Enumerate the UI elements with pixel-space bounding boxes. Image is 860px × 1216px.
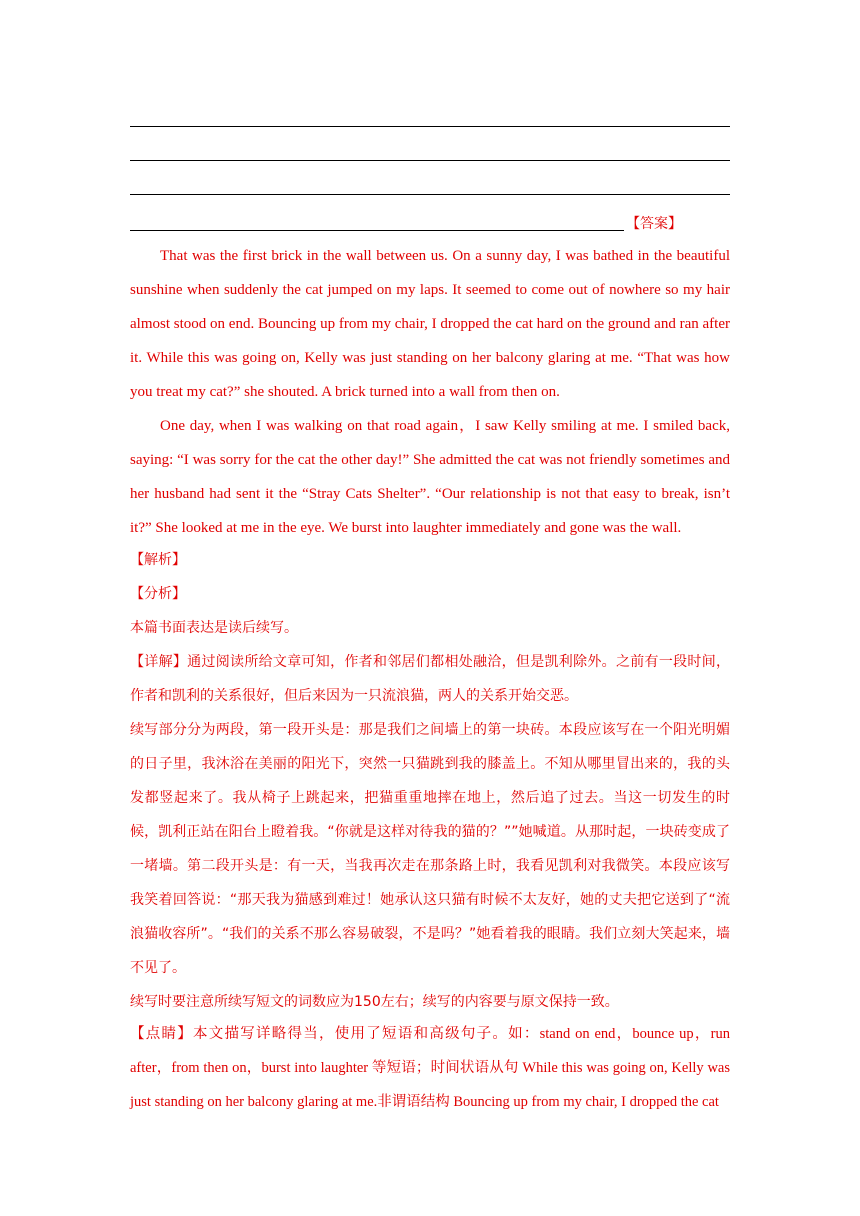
english-paragraph-2: One day, when I was walking on that road again，I saw Kelly smiling at me. I smiled back, saying: “I was sorry for the cat the other day!” She admitted the cat was not friendly sometimes and her husband had sent it the “Stray Cats Shelter”. “Our relationship is not that easy to break, isn’t it?” She looked at me in the eye. We burst into laughter immediately and gone was the wall. [130, 418, 730, 536]
fenxi-label: 【分析】 [130, 586, 186, 602]
answer-blank-line-1 [130, 126, 730, 127]
answer-label: 【答案】 [626, 216, 682, 232]
answer-blank-line-3 [130, 194, 730, 195]
answer-blank-line-4 [130, 230, 624, 231]
analysis-section [130, 543, 730, 1019]
word-count-note: 续写时要注意所续写短文的词数应为150左右；续写的内容要与原文保持一致。 [130, 994, 619, 1010]
answer-blank-line-2 [130, 160, 730, 161]
highlight-section [130, 1017, 730, 1119]
detail-paragraph: 【详解】通过阅读所给文章可知，作者和邻居们都相处融洽，但是凯利除外。之前有一段时间，作者和凯利的关系很好，但后来因为一只流浪猫，两人的关系开始交恶。 [130, 654, 730, 704]
highlight-paragraph: 【点睛】本文描写详略得当，使用了短语和高级句子。如：stand on end，bounce up，run after，from then on，burst into laughter 等短语；时间状语从句 While this was going on, Kelly was just standing on her balcony glaring at me.非谓语结构 Bouncing up from my chair, I dropped the cat [130, 1026, 730, 1110]
analysis-label: 【解析】 [130, 552, 186, 568]
continuation-paragraph: 续写部分分为两段，第一段开头是：那是我们之间墙上的第一块砖。本段应该写在一个阳光明媚的日子里，我沐浴在美丽的阳光下，突然一只猫跳到我的膝盖上。不知从哪里冒出来的，我的头发都竖起来了。我从椅子上跳起来，把猫重重地摔在地上，然后追了过去。当这一切发生的时候，凯利正站在阳台上瞪着我。“你就是这样对待我的猫的？””她喊道。从那时起，一块砖变成了一堵墙。第二段开头是：有一天，当我再次走在那条路上时，我看见凯利对我微笑。本段应该写我笑着回答说：“那天我为猫感到难过！她承认这只猫有时候不太友好，她的丈夫把它送到了“流浪猫收容所”。“我们的关系不那么容易破裂，不是吗？”她看着我的眼睛。我们立刻大笑起来，墙不见了。 [130, 722, 730, 976]
english-answer [130, 239, 730, 545]
english-paragraph-1: That was the first brick in the wall between us. On a sunny day, I was bathed in the beautiful sunshine when suddenly the cat jumped on my laps. It seemed to come out of nowhere so my hair almost stood on end. Bouncing up from my chair, I dropped the cat hard on the ground and ran after it. While this was going on, Kelly was just standing on her balcony glaring at me. “That was how you treat my cat?” she shouted. A brick turned into a wall from then on. [130, 248, 730, 400]
intro-text: 本篇书面表达是读后续写。 [130, 620, 298, 636]
